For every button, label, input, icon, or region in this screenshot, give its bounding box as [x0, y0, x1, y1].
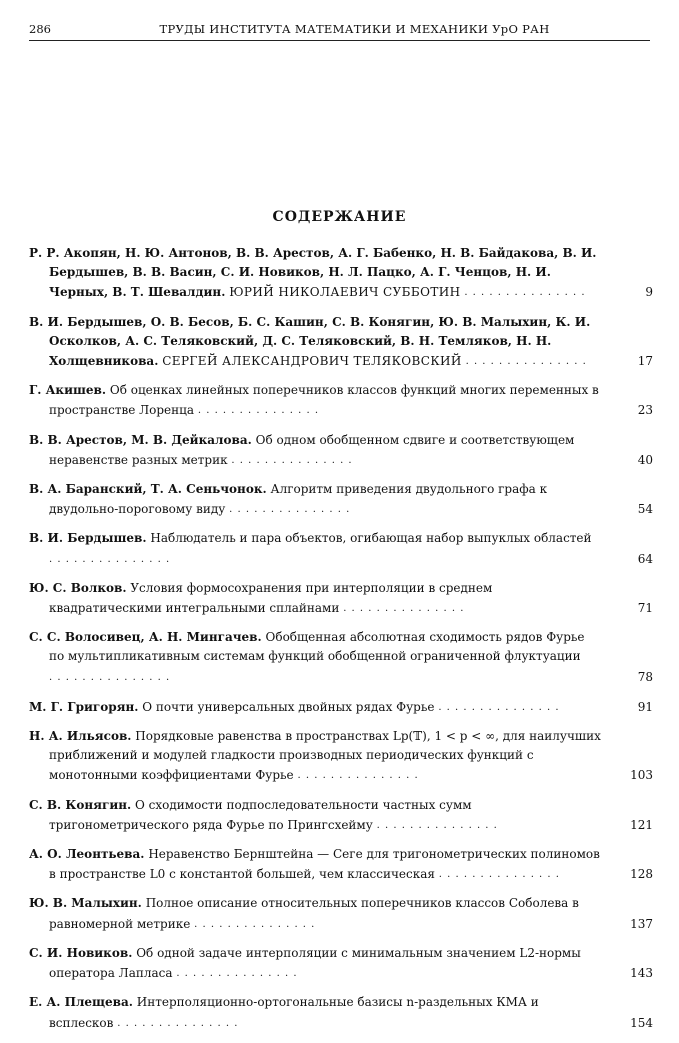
entry-title: Интерполяционно-ортогональные базисы n-раздельных КМА и всплесков [49, 995, 539, 1030]
entry-page: 128 [630, 867, 653, 882]
toc-entry[interactable] [29, 993, 653, 1032]
toc-entry[interactable] [29, 431, 653, 470]
entry-authors: Ю. С. Волков. [29, 580, 127, 595]
toc-entry[interactable] [29, 529, 653, 568]
toc-entry[interactable] [29, 628, 653, 687]
entry-title: ЮРИЙ НИКОЛАЕВИЧ СУББОТИН [229, 285, 461, 300]
toc-entry[interactable] [29, 845, 653, 884]
dot-leader [49, 667, 169, 687]
entry-title: Об одной задаче интерполяции с минимальным значением L2-нормы оператора Лапласа [49, 945, 581, 981]
toc-entry[interactable] [29, 727, 653, 786]
entry-title: Порядковые равенства в пространствах Lp(𝕋), 1 < p < ∞, для наилучших приближений и модулей гладкости производных периодических функций с монотонными коэффициентами Фурье [49, 729, 601, 783]
entry-title: Об оценках линейных поперечников классов функций многих переменных в пространстве Лоренца [49, 383, 599, 418]
entry-authors: Ю. В. Малыхин. [29, 896, 142, 911]
page-number: 286 [29, 22, 51, 36]
entry-page: 40 [637, 452, 653, 467]
dot-leader [464, 282, 584, 302]
dot-leader [466, 351, 586, 371]
entry-page: 17 [637, 354, 653, 369]
entry-page: 154 [630, 1015, 653, 1030]
dot-leader [438, 697, 558, 717]
entry-title: Неравенство Бернштейна — Сеге для тригонометрических полиномов в пространстве L0 с константой большей, чем классическая [49, 847, 600, 882]
entry-authors: В. И. Бердышев. [29, 531, 147, 546]
entry-title: Условия формосохранения при интерполяции в среднем квадратическими интегральными сплайнами [49, 580, 493, 616]
toc-entry[interactable] [29, 244, 653, 303]
entry-authors: С. В. Конягин. [29, 797, 132, 812]
entry-authors: В. В. Арестов, М. В. Дейкалова. [29, 432, 252, 447]
entry-page: 71 [637, 601, 653, 616]
entry-page: 78 [637, 669, 653, 684]
entry-title: О сходимости подпоследовательности частных сумм тригонометрического ряда Фурье по Прингсхейму [49, 797, 472, 832]
entry-title: О почти универсальных двойных рядах Фурье [142, 699, 435, 714]
entry-authors: С. С. Волосивец, А. Н. Мингачев. [29, 630, 262, 645]
toc-entry[interactable] [29, 313, 653, 372]
entry-title: СЕРГЕЙ АЛЕКСАНДРОВИЧ ТЕЛЯКОВСКИЙ [162, 354, 462, 369]
entry-authors: Н. А. Ильясов. [29, 729, 132, 744]
entry-authors: В. И. Бердышев, О. В. Бесов, Б. С. Кашин, С. В. Конягин, Ю. В. Малыхин, К. И. Осколков, А. С. Теляковский, Д. С. Теляковский, В. Н. Темляков, Н. Н. Холщевникова. [29, 314, 591, 369]
toc-entry[interactable] [29, 480, 653, 519]
dot-leader [229, 499, 349, 519]
toc-entry[interactable] [29, 894, 653, 933]
entry-page: 91 [637, 699, 653, 714]
entry-authors: Р. Р. Акопян, Н. Ю. Антонов, В. В. Арестов, А. Г. Бабенко, Н. В. Байдакова, В. И. Бердышев, В. В. Васин, С. И. Новиков, Н. Л. Пацко, А. Г. Ченцов, Н. И. Черных, В. Т. Шевалдин. [29, 246, 597, 300]
toc-entry[interactable] [29, 381, 653, 420]
toc-heading: СОДЕРЖАНИЕ [272, 209, 407, 225]
table-of-contents [29, 244, 653, 1043]
entry-page: 23 [637, 403, 653, 418]
dot-leader [231, 450, 351, 470]
dot-leader [194, 914, 314, 934]
toc-entry[interactable] [29, 579, 653, 618]
running-header [29, 20, 650, 41]
entry-title: Об одном обобщенном сдвиге и соответствующем неравенстве разных метрик [49, 432, 575, 467]
entry-title: Алгоритм приведения двудольного графа к двудольно-пороговому виду [49, 482, 548, 517]
toc-entry[interactable] [29, 796, 653, 835]
entry-title: Наблюдатель и пара объектов, огибающая набор выпуклых областей [150, 531, 592, 546]
entry-title: Обобщенная абсолютная сходимость рядов Фурье по мультипликативным системам функций обобщенной ограниченной флуктуации [49, 630, 585, 664]
dot-leader [117, 1013, 237, 1033]
dot-leader [49, 549, 169, 569]
journal-title: ТРУДЫ ИНСТИТУТА МАТЕМАТИКИ И МЕХАНИКИ УрО РАН [159, 22, 550, 36]
entry-page: 54 [637, 502, 653, 517]
entry-page: 121 [630, 817, 653, 832]
entry-authors: А. О. Леонтьева. [29, 847, 145, 862]
entry-page: 103 [630, 768, 653, 783]
entry-title: Полное описание относительных поперечников классов Соболева в равномерной метрике [49, 896, 579, 931]
toc-entry[interactable] [29, 944, 653, 983]
entry-page: 137 [630, 916, 653, 931]
entry-page: 143 [630, 966, 653, 981]
entry-authors: М. Г. Григорян. [29, 699, 139, 714]
entry-authors: В. А. Баранский, Т. А. Сеньчонок. [29, 482, 267, 497]
dot-leader [439, 864, 559, 884]
entry-authors: Е. А. Плещева. [29, 995, 133, 1010]
dot-leader [343, 598, 463, 618]
dot-leader [176, 963, 296, 983]
entry-page: 9 [645, 285, 653, 300]
toc-entry[interactable] [29, 697, 653, 717]
entry-authors: Г. Акишев. [29, 383, 107, 398]
entry-page: 64 [637, 551, 653, 566]
dot-leader [298, 765, 418, 785]
entry-authors: С. И. Новиков. [29, 945, 133, 960]
dot-leader [198, 400, 318, 420]
dot-leader [377, 815, 497, 835]
